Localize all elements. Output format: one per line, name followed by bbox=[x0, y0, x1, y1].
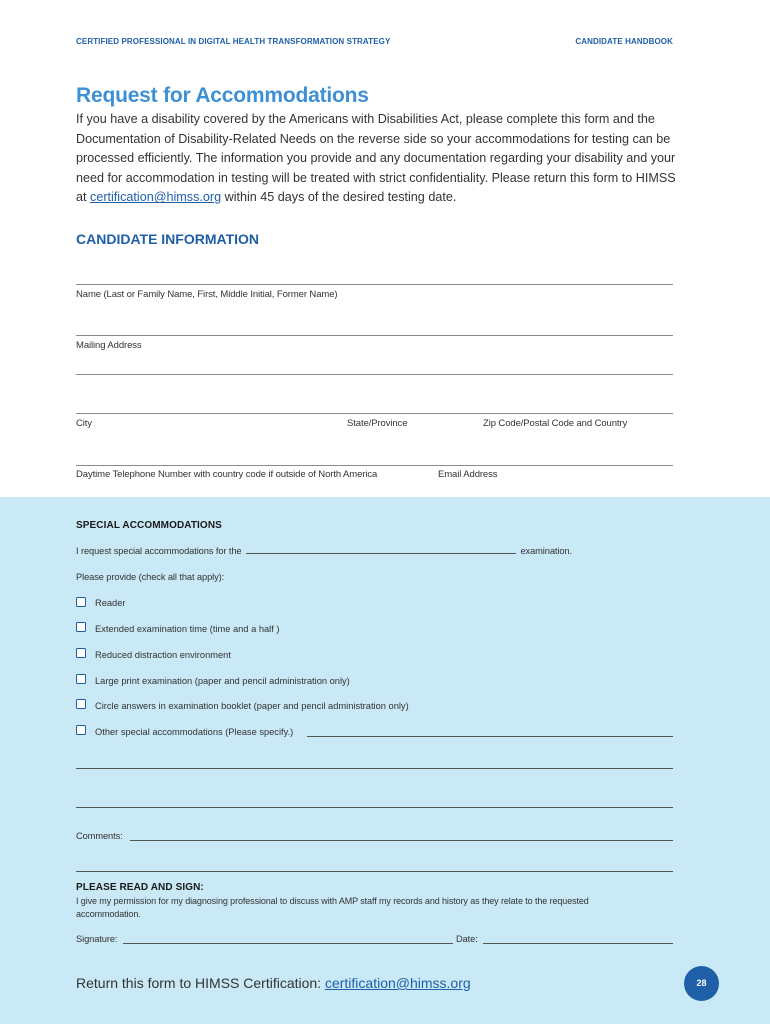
special-accommodations-title: SPECIAL ACCOMMODATIONS bbox=[76, 520, 222, 531]
large-print-checkbox[interactable] bbox=[76, 674, 86, 684]
footer-text: Return this form to HIMSS Certification: bbox=[76, 975, 322, 991]
comments-field-line[interactable] bbox=[130, 840, 673, 841]
other-accommodations-field-line[interactable] bbox=[307, 736, 673, 737]
name-field-line[interactable] bbox=[76, 284, 673, 285]
signature-label: Signature: bbox=[76, 934, 118, 944]
city-state-zip-field-line[interactable] bbox=[76, 413, 673, 414]
page-number-badge: 28 bbox=[684, 966, 719, 1001]
exam-request-prefix: I request special accommodations for the bbox=[76, 546, 242, 556]
exam-request-suffix: examination. bbox=[520, 546, 572, 556]
intro-text: If you have a disability covered by the Americans with Disabilities Act, please complete this form and the Documentation of Disability-Related Needs on the reverse side so your accommodations for testing can be processed efficiently. The information you provide and any documentation regarding your disability and your need for accommodation in testing will be treated with strict confidentiality. Please return this form to HIMSS at bbox=[76, 112, 676, 205]
check-instructions: Please provide (check all that apply): bbox=[76, 572, 225, 582]
other-specify-line-2[interactable] bbox=[76, 768, 673, 769]
intro-email-link[interactable]: certification@himss.org bbox=[90, 190, 222, 205]
other-specify-line-3[interactable] bbox=[76, 807, 673, 808]
permission-text-line-2: accommodation. bbox=[76, 909, 141, 919]
reader-checkbox[interactable] bbox=[76, 597, 86, 607]
large-print-option-label: Large print examination (paper and pencil administration only) bbox=[95, 676, 350, 686]
phone-label: Daytime Telephone Number with country code if outside of North America bbox=[76, 469, 378, 480]
reduced-distraction-checkbox[interactable] bbox=[76, 648, 86, 658]
circle-answers-option-label: Circle answers in examination booklet (paper and pencil administration only) bbox=[95, 701, 409, 711]
intro-paragraph bbox=[76, 110, 681, 208]
footer-return-note bbox=[76, 975, 471, 991]
header-program-name: CERTIFIED PROFESSIONAL IN DIGITAL HEALTH TRANSFORMATION STRATEGY bbox=[76, 37, 391, 46]
comments-label: Comments: bbox=[76, 831, 123, 841]
exam-request-line bbox=[76, 546, 572, 556]
header-handbook-label: CANDIDATE HANDBOOK bbox=[575, 37, 673, 46]
circle-answers-checkbox[interactable] bbox=[76, 699, 86, 709]
signature-field-line[interactable] bbox=[123, 943, 453, 944]
state-label: State/Province bbox=[347, 418, 408, 429]
page-title: Request for Accommodations bbox=[76, 84, 369, 107]
city-label: City bbox=[76, 418, 92, 429]
other-accommodations-checkbox[interactable] bbox=[76, 725, 86, 735]
mailing-address-line-2[interactable] bbox=[76, 374, 673, 375]
date-label: Date: bbox=[456, 934, 478, 944]
extended-time-checkbox[interactable] bbox=[76, 622, 86, 632]
intro-tail: within 45 days of the desired testing date. bbox=[224, 190, 457, 205]
candidate-section-title: CANDIDATE INFORMATION bbox=[76, 231, 260, 247]
phone-email-field-line[interactable] bbox=[76, 465, 673, 466]
comments-line-2[interactable] bbox=[76, 871, 673, 872]
date-field-line[interactable] bbox=[483, 943, 673, 944]
name-field-label: Name (Last or Family Name, First, Middle Initial, Former Name) bbox=[76, 289, 338, 300]
footer-email-link[interactable]: certification@himss.org bbox=[324, 975, 471, 991]
zip-label: Zip Code/Postal Code and Country bbox=[483, 418, 628, 429]
reduced-distraction-option-label: Reduced distraction environment bbox=[95, 650, 231, 660]
permission-text-line-1: I give my permission for my diagnosing professional to discuss with AMP staff my records and history as they relate to the requested bbox=[76, 896, 589, 906]
mailing-address-label: Mailing Address bbox=[76, 340, 142, 351]
extended-time-option-label: Extended examination time (time and a half ) bbox=[95, 624, 280, 634]
read-and-sign-title: PLEASE READ AND SIGN: bbox=[76, 882, 204, 893]
mailing-address-field-line[interactable] bbox=[76, 335, 673, 336]
email-label: Email Address bbox=[438, 469, 498, 480]
exam-name-blank[interactable] bbox=[246, 546, 516, 554]
other-accommodations-option-label: Other special accommodations (Please specify.) bbox=[95, 727, 294, 737]
page-header bbox=[76, 37, 673, 49]
reader-option-label: Reader bbox=[95, 598, 126, 608]
